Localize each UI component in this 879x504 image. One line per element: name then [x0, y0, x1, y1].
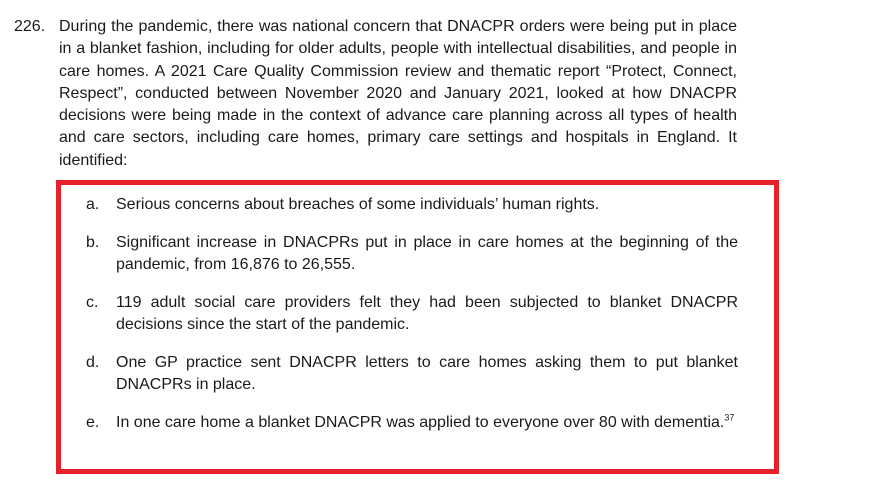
list-item-letter: c.	[86, 294, 99, 311]
list-item-text: One GP practice sent DNACPR letters to care homes asking them to put blanket DNACPRs in place.	[116, 354, 738, 393]
paragraph-text: During the pandemic, there was national concern that DNACPR orders were being put in place in a blanket fashion, including for older adults, people with intellectual disabilities, and people in care homes. A 2021 Care Quality Commission review and thematic report “Protect, Connect, Respect”, conducted between November 2020 and January 2021, looked at how DNACPR decisions were being made in the context of advance care planning across all types of health and care sectors, including care homes, primary care settings and hospitals in England. It identified:	[59, 18, 737, 169]
list-item-letter: e.	[86, 414, 100, 431]
list-item-text	[116, 412, 738, 434]
highlight-box	[56, 180, 779, 474]
list-item-text: 119 adult social care providers felt they had been subjected to blanket DNACPR decisions since the start of the pandemic.	[116, 294, 738, 333]
list-item-letter: a.	[86, 196, 100, 213]
list-item-text: Significant increase in DNACPRs put in place in care homes at the beginning of the pandemic, from 16,876 to 26,555.	[116, 234, 738, 273]
list-item-letter: d.	[86, 354, 100, 371]
footnote-reference[interactable]: 37	[724, 412, 735, 423]
list-item-letter: b.	[86, 234, 100, 251]
list-item-text-content: In one care home a blanket DNACPR was applied to everyone over 80 with dementia.	[116, 414, 725, 431]
list-item-text: Serious concerns about breaches of some individuals’ human rights.	[116, 196, 600, 213]
paragraph-number: 226.	[14, 18, 46, 35]
